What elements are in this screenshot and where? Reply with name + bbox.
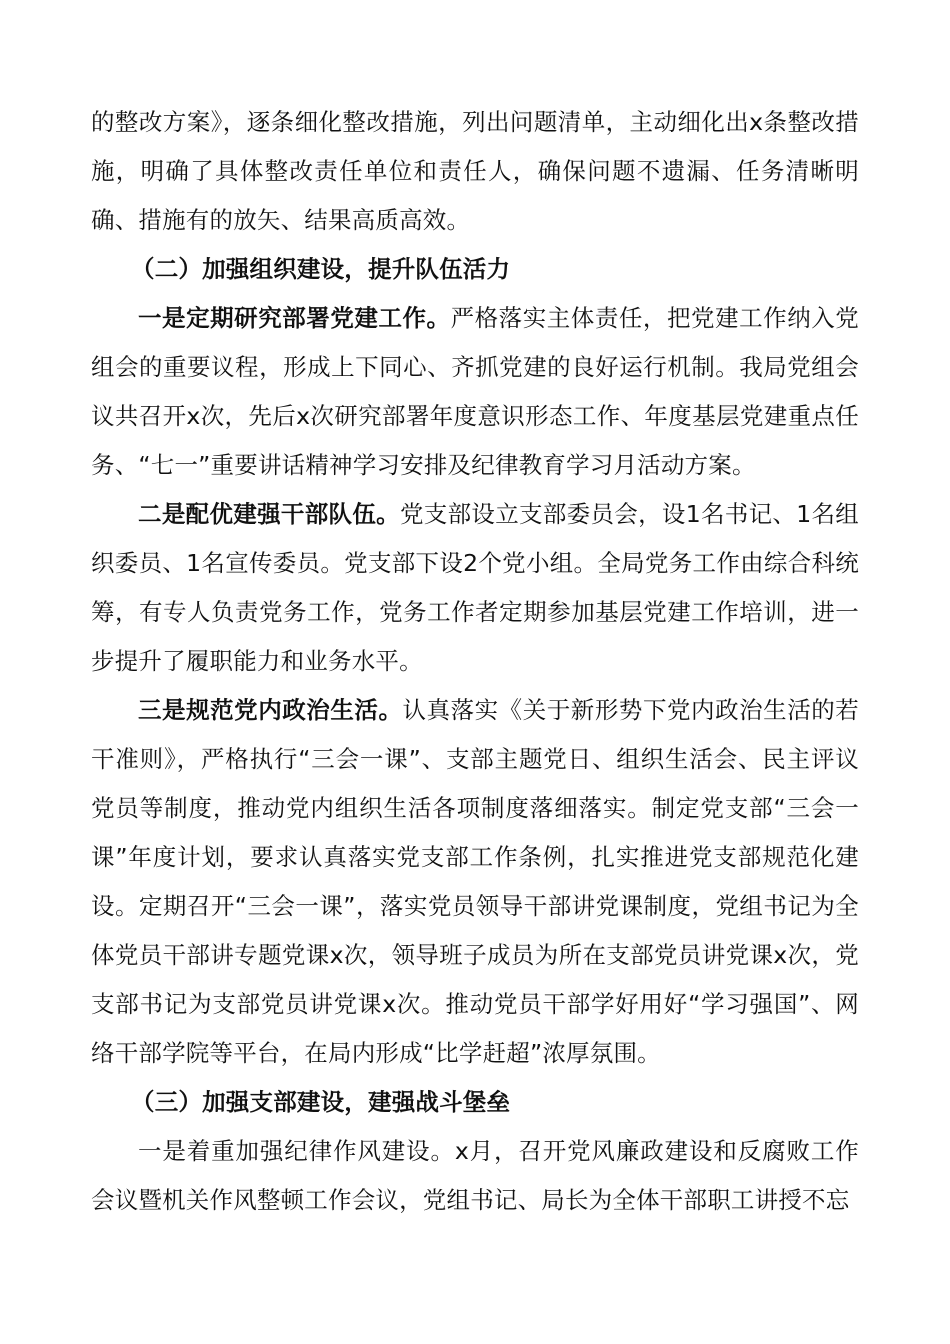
- paragraph-lead: 三是规范党内政治生活。: [138, 696, 403, 724]
- paragraph-lead: 二是配优建强干部队伍。: [138, 500, 400, 528]
- heading-text: （二）加强组织建设，提升队伍活力: [131, 255, 511, 283]
- paragraph-plain: [91, 1127, 859, 1225]
- paragraph-item-2: [91, 490, 859, 686]
- paragraph-text: 党支部设立支部委员会，设1名书记、1名组织委员、1名宣传委员。党支部下设2个党小组。全局党务工作由综合科统筹，有专人负责党务工作，党务工作者定期参加基层党建工作培训，进一步提升了履职能力和业务水平。: [91, 500, 860, 675]
- paragraph-text: 严格落实主体责任，把党建工作纳入党组会的重要议程，形成上下同心、齐抓党建的良好运行机制。我局党组会议共召开x次，先后x次研究部署年度意识形态工作、年度基层党建重点任务、“七一”重要讲话精神学习安排及纪律教育学习月活动方案。: [91, 304, 859, 479]
- section-heading-3: [91, 1078, 859, 1127]
- paragraph-item-1: [91, 294, 859, 490]
- document-body: [91, 98, 859, 1225]
- paragraph-text: 的整改方案》，逐条细化整改措施，列出问题清单，主动细化出x条整改措施，明确了具体整改责任单位和责任人，确保问题不遗漏、任务清晰明确、措施有的放矢、结果高质高效。: [91, 108, 859, 234]
- paragraph-item-3: [91, 686, 859, 1078]
- heading-text: （三）加强支部建设，建强战斗堡垒: [131, 1088, 511, 1116]
- continuation-paragraph: [91, 98, 859, 245]
- section-heading-2: [91, 245, 859, 294]
- paragraph-text: 认真落实《关于新形势下党内政治生活的若干准则》，严格执行“三会一课”、支部主题党日、组织生活会、民主评议党员等制度，推动党内组织生活各项制度落细落实。制定党支部“三会一课”年度计划，要求认真落实党支部工作条例，扎实推进党支部规范化建设。定期召开“三会一课”，落实党员领导干部讲党课制度，党组书记为全体党员干部讲专题党课x次，领导班子成员为所在支部党员讲党课x次，党支部书记为支部党员讲党课x次。推动党员干部学好用好“学习强国”、网络干部学院等平台，在局内形成“比学赶超”浓厚氛围。: [91, 696, 859, 1067]
- paragraph-lead: 一是定期研究部署党建工作。: [138, 304, 451, 332]
- paragraph-text: 一是着重加强纪律作风建设。x月，召开党风廉政建设和反腐败工作会议暨机关作风整顿工作会议，党组书记、局长为全体干部职工讲授不忘: [91, 1137, 859, 1214]
